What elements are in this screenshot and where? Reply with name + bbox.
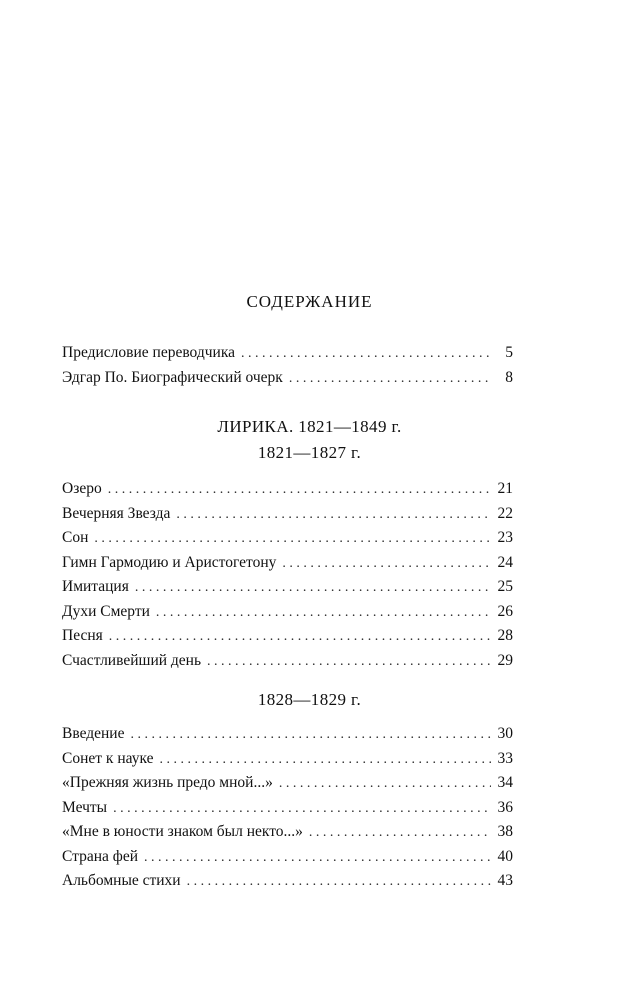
dot-leader <box>282 554 491 574</box>
toc-entry-title: Предисловие переводчика <box>62 344 236 361</box>
toc-entry-page: 26 <box>497 602 513 620</box>
toc-entry-title: Введение <box>62 725 125 742</box>
dot-leader <box>109 627 491 647</box>
toc-entry <box>62 553 513 578</box>
toc-entry-title: Эдгар По. Биографический очерк <box>62 368 283 386</box>
toc-entry <box>62 871 513 896</box>
toc-entry-title: Альбомные стихи <box>62 872 181 889</box>
toc-entry <box>62 504 513 529</box>
dot-leader <box>144 848 491 868</box>
toc-entry <box>62 651 513 676</box>
page-title: СОДЕРЖАНИЕ <box>246 292 373 311</box>
toc-entry <box>62 528 513 553</box>
dot-leader <box>113 799 491 819</box>
toc-entry <box>62 773 513 798</box>
toc-entry-page: 29 <box>497 651 513 669</box>
toc-entry-page: 36 <box>497 798 513 816</box>
dot-leader <box>309 823 491 843</box>
toc-entry-title: «Мне в юности знаком был некто...» <box>62 823 303 840</box>
toc-entry-page: 22 <box>497 504 513 522</box>
toc-entry-page: 40 <box>497 847 513 865</box>
dot-leader <box>135 578 491 598</box>
toc-entry <box>62 602 513 627</box>
toc-entry <box>62 626 513 651</box>
dot-leader <box>176 505 491 525</box>
toc-entry <box>62 822 513 847</box>
subsection-title: 1821—1827 г. <box>257 443 362 462</box>
toc-entry-title: Мечты <box>62 798 108 816</box>
dot-leader <box>187 872 491 892</box>
toc-entry-title: Песня <box>62 627 103 644</box>
toc-entry-title: Страна фей <box>62 847 138 865</box>
dot-leader <box>94 529 491 549</box>
toc-entry-title: Имитация <box>62 578 129 595</box>
toc-list-1828-1829 <box>62 724 513 896</box>
dot-leader <box>289 369 491 389</box>
dot-leader <box>241 344 491 364</box>
toc-entry-page: 33 <box>497 749 513 767</box>
dot-leader <box>108 480 491 500</box>
toc-entry-page: 38 <box>497 823 513 840</box>
toc-entry-title: Счастливейший день <box>62 651 202 669</box>
toc-entry-page: 24 <box>497 553 513 571</box>
toc-entry-page: 5 <box>505 344 513 361</box>
toc-entry <box>62 798 513 823</box>
toc-entry <box>62 343 513 368</box>
toc-entry <box>62 749 513 774</box>
toc-entry-page: 8 <box>505 368 513 386</box>
toc-entry-page: 30 <box>497 725 513 742</box>
toc-entry-title: Сон <box>62 529 89 546</box>
toc-entry-page: 23 <box>497 529 513 546</box>
toc-entry-page: 34 <box>497 774 513 791</box>
dot-leader <box>130 725 491 745</box>
toc-entry-title: Озеро <box>62 480 102 497</box>
toc-front-matter <box>62 343 513 392</box>
toc-entry-title: Сонет к науке <box>62 749 154 767</box>
dot-leader <box>207 652 491 672</box>
toc-entry <box>62 479 513 504</box>
toc-entry <box>62 724 513 749</box>
dot-leader <box>156 603 491 623</box>
section-title: ЛИРИКА. 1821—1849 г. <box>217 417 402 436</box>
dot-leader <box>159 750 491 770</box>
subsection-title: 1828—1829 г. <box>257 690 362 709</box>
toc-entry-title: Гимн Гармодию и Аристогетону <box>62 553 277 571</box>
toc-entry-page: 25 <box>497 578 513 595</box>
dot-leader <box>279 774 491 794</box>
toc-entry-title: «Прежняя жизнь предо мной...» <box>62 774 273 791</box>
toc-entry <box>62 368 513 393</box>
toc-list-1821-1827 <box>62 479 513 675</box>
toc-entry-page: 21 <box>497 480 513 497</box>
toc-entry-page: 43 <box>497 872 513 889</box>
toc-entry-page: 28 <box>497 627 513 644</box>
toc-entry <box>62 847 513 872</box>
toc-entry-title: Вечерняя Звезда <box>62 504 171 522</box>
toc-entry-title: Духи Смерти <box>62 602 150 620</box>
toc-entry <box>62 577 513 602</box>
